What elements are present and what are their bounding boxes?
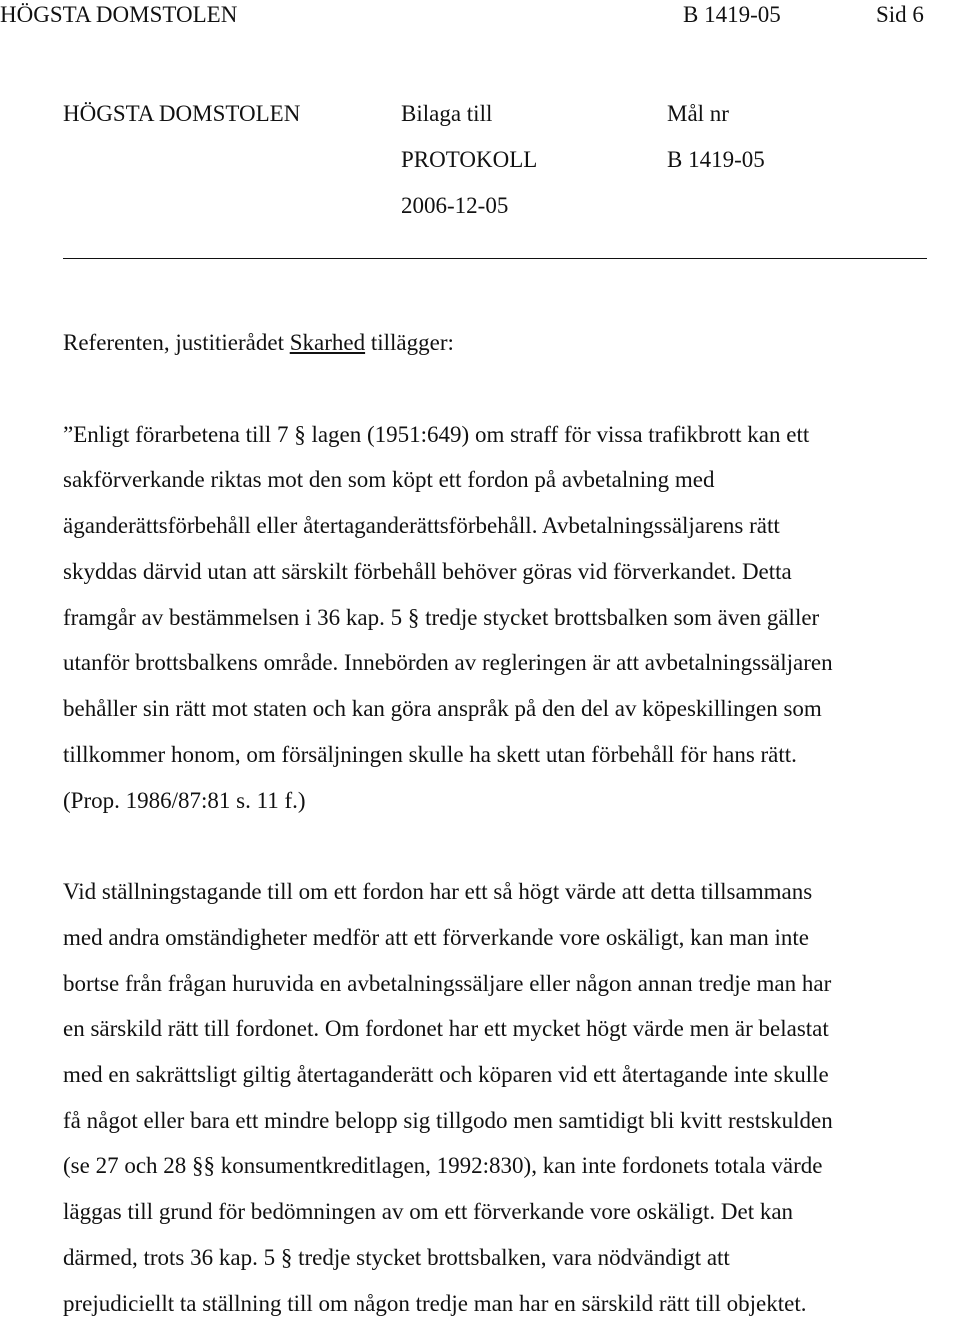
body-line: prejudiciellt ta ställning till om någon tredje man har en särskild rätt till objektet.	[63, 1291, 807, 1316]
quote-line: utanför brottsbalkens område. Innebörden av regleringen är att avbetalningssäljaren	[63, 650, 833, 675]
quote-line: framgår av bestämmelsen i 36 kap. 5 § tredje stycket brottsbalken som även gäller	[63, 605, 820, 630]
header-divider	[63, 258, 927, 259]
doc-header-protocol-label: PROTOKOLL	[401, 147, 538, 172]
quote-line: skyddas därvid utan att särskilt förbehåll behöver göras vid förverkandet. Detta	[63, 559, 792, 584]
doc-header-attachment-label: Bilaga till	[401, 101, 493, 126]
doc-header-case-number: B 1419-05	[667, 147, 765, 172]
intro-line	[63, 331, 960, 354]
body-line: med andra omständigheter medför att ett förverkande vore oskäligt, kan man inte	[63, 925, 809, 950]
running-header-case-number: B 1419-05	[683, 2, 781, 27]
running-header-court: HÖGSTA DOMSTOLEN	[0, 2, 238, 27]
body-line: bortse från frågan huruvida en avbetalningssäljare eller någon annan tredje man har	[63, 971, 832, 996]
intro-suffix: tillägger:	[365, 330, 454, 355]
body-line: med en sakrättsligt giltig återtaganderätt och köparen vid ett återtagande inte skulle	[63, 1062, 829, 1087]
body-line: därmed, trots 36 kap. 5 § tredje stycket brottsbalken, vara nödvändigt att	[63, 1245, 730, 1270]
quote-line: äganderättsförbehåll eller återtaganderättsförbehåll. Avbetalningssäljarens rätt	[63, 513, 780, 538]
quote-line: sakförverkande riktas mot den som köpt ett fordon på avbetalning med	[63, 467, 715, 492]
quote-line: tillkommer honom, om försäljningen skulle ha skett utan förbehåll för hans rätt.	[63, 742, 797, 767]
quote-line: ”Enligt förarbetena till 7 § lagen (1951:649) om straff för vissa trafikbrott kan ett	[63, 422, 810, 447]
body-line: läggas till grund för bedömningen av om ett förverkande vore oskäligt. Det kan	[63, 1199, 794, 1224]
running-header-page-number: Sid 6	[876, 2, 924, 27]
body-line: Vid ställningstagande till om ett fordon har ett så högt värde att detta tillsammans	[63, 879, 813, 904]
doc-header-court: HÖGSTA DOMSTOLEN	[63, 101, 301, 126]
intro-prefix: Referenten, justitierådet	[63, 330, 290, 355]
body-line: få något eller bara ett mindre belopp sig tillgodo men samtidigt bli kvitt restskulden	[63, 1108, 833, 1133]
quote-line: behåller sin rätt mot staten och kan göra anspråk på den del av köpeskillingen som	[63, 696, 822, 721]
doc-header-case-label: Mål nr	[667, 101, 729, 126]
body-line: (se 27 och 28 §§ konsumentkreditlagen, 1992:830), kan inte fordonets totala värde	[63, 1153, 823, 1178]
doc-header-date: 2006-12-05	[401, 193, 509, 218]
body-line: en särskild rätt till fordonet. Om fordonet har ett mycket högt värde men är belastat	[63, 1016, 829, 1041]
quote-line: (Prop. 1986/87:81 s. 11 f.)	[63, 788, 306, 813]
referent-name: Skarhed	[289, 330, 366, 355]
